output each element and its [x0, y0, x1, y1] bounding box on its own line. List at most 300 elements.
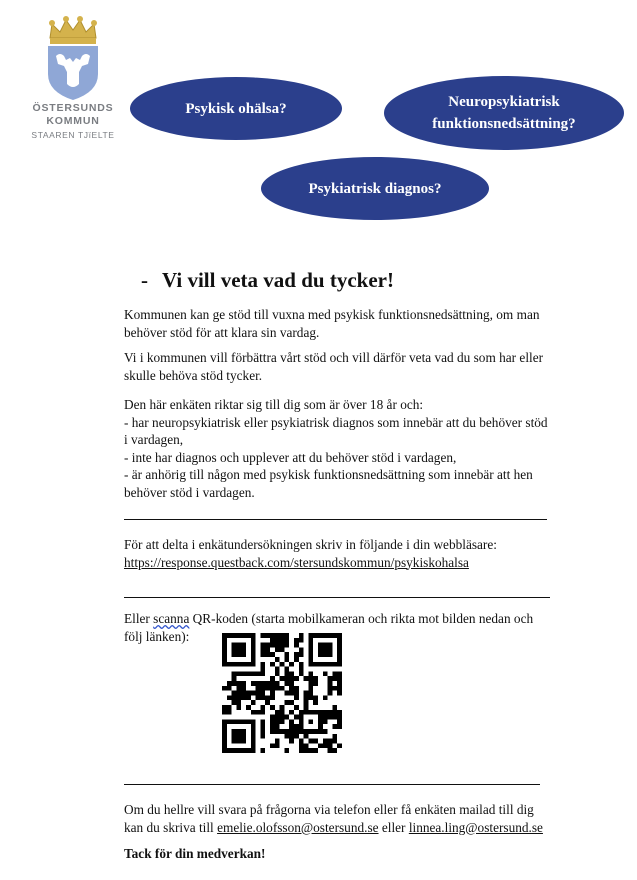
qr-module — [308, 681, 313, 686]
qr-module — [299, 671, 304, 676]
qr-module — [308, 671, 313, 676]
qr-module — [337, 633, 342, 638]
qr-module — [236, 729, 241, 734]
qr-module — [308, 719, 313, 724]
qr-module — [299, 662, 304, 667]
qr-module — [318, 662, 323, 667]
qr-module — [251, 739, 256, 744]
qr-module — [246, 691, 251, 696]
qr-module — [328, 662, 333, 667]
qr-module — [308, 638, 313, 643]
qr-module — [275, 657, 280, 662]
qr-module — [294, 652, 299, 657]
qr-module — [241, 748, 246, 753]
qr-module — [227, 662, 232, 667]
qr-module — [328, 652, 333, 657]
qr-module — [313, 662, 318, 667]
qr-module — [294, 691, 299, 696]
qr-module — [222, 643, 227, 648]
qr-module — [251, 647, 256, 652]
qr-module — [260, 686, 265, 691]
qr-module — [328, 643, 333, 648]
qr-module — [260, 671, 265, 676]
qr-module — [241, 662, 246, 667]
qr-module — [328, 686, 333, 691]
qr-module — [246, 748, 251, 753]
qr-module — [275, 719, 280, 724]
qr-module — [251, 729, 256, 734]
qr-module — [323, 643, 328, 648]
qr-module — [337, 743, 342, 748]
qr-module — [236, 739, 241, 744]
qr-module — [280, 686, 285, 691]
qr-module — [299, 719, 304, 724]
qr-module — [265, 700, 270, 705]
qr-module — [294, 695, 299, 700]
qr-module — [232, 633, 237, 638]
qr-module — [222, 739, 227, 744]
qr-module — [275, 681, 280, 686]
qr-module — [284, 729, 289, 734]
qr-module — [241, 671, 246, 676]
qr-module — [328, 633, 333, 638]
qr-module — [323, 715, 328, 720]
bubble-psykiatrisk-diagnos — [261, 157, 489, 220]
qr-module — [284, 715, 289, 720]
qr-module — [313, 748, 318, 753]
qr-module — [236, 719, 241, 724]
qr-module — [227, 705, 232, 710]
bubble-label: Psykisk ohälsa? — [185, 100, 287, 117]
qr-module — [294, 715, 299, 720]
qr-module — [236, 662, 241, 667]
qr-module — [323, 633, 328, 638]
qr-module — [227, 748, 232, 753]
qr-module — [313, 739, 318, 744]
qr-module — [323, 662, 328, 667]
qr-module — [232, 647, 237, 652]
qr-module — [332, 676, 337, 681]
qr-module — [222, 710, 227, 715]
qr-module — [284, 667, 289, 672]
qr-module — [332, 705, 337, 710]
qr-module — [284, 657, 289, 662]
qr-module — [251, 633, 256, 638]
qr-module — [270, 695, 275, 700]
qr-module — [241, 719, 246, 724]
qr-module — [241, 734, 246, 739]
qr-module — [236, 748, 241, 753]
qr-module — [328, 715, 333, 720]
qr-module — [222, 686, 227, 691]
qr-module — [323, 743, 328, 748]
qr-module — [246, 662, 251, 667]
qr-module — [275, 724, 280, 729]
qr-module — [270, 743, 275, 748]
qr-module — [256, 671, 261, 676]
qr-module — [270, 662, 275, 667]
qr-module — [304, 743, 309, 748]
qr-module — [323, 652, 328, 657]
qr-module — [270, 681, 275, 686]
qr-module — [337, 715, 342, 720]
qr-module — [280, 710, 285, 715]
qr-module — [241, 729, 246, 734]
qr-module — [332, 734, 337, 739]
qr-module — [323, 719, 328, 724]
qr-module — [251, 691, 256, 696]
qr-module — [236, 734, 241, 739]
qr-module — [308, 652, 313, 657]
heading-dash: - — [141, 268, 148, 292]
qr-module — [222, 719, 227, 724]
qr-module — [280, 715, 285, 720]
survey-link[interactable]: https://response.questback.com/stersundskommun/psykiskohalsa — [124, 554, 469, 570]
qr-module — [337, 638, 342, 643]
qr-module — [289, 686, 294, 691]
qr-module — [275, 667, 280, 672]
qr-module — [232, 652, 237, 657]
qr-module — [227, 719, 232, 724]
qr-module — [284, 681, 289, 686]
qr-module — [313, 633, 318, 638]
qr-module — [275, 647, 280, 652]
qr-module — [318, 633, 323, 638]
contact-paragraph — [124, 801, 554, 836]
qr-module — [270, 638, 275, 643]
qr-module — [241, 691, 246, 696]
qr-module — [318, 710, 323, 715]
qr-module — [236, 695, 241, 700]
target-intro: Den här enkäten riktar sig till dig som är över 18 år och: — [124, 397, 424, 412]
improve-paragraph: Vi i kommunen vill förbättra vårt stöd och vill därför veta vad du som har eller skulle behöva stöd tycker. — [124, 350, 544, 383]
qr-module — [251, 638, 256, 643]
qr-module — [251, 719, 256, 724]
qr-module — [222, 705, 227, 710]
qr-module — [332, 739, 337, 744]
qr-module — [260, 667, 265, 672]
qr-module — [246, 695, 251, 700]
qr-module — [299, 638, 304, 643]
contact-middle: eller — [378, 819, 409, 835]
qr-module — [236, 652, 241, 657]
qr-module — [328, 691, 333, 696]
qr-module — [294, 686, 299, 691]
qr-module — [222, 748, 227, 753]
qr-module — [299, 715, 304, 720]
qr-module — [328, 710, 333, 715]
qr-module — [236, 647, 241, 652]
logo-line-1: ÖSTERSUNDS — [32, 102, 114, 114]
qr-module — [337, 662, 342, 667]
qr-module — [304, 691, 309, 696]
qr-module — [251, 743, 256, 748]
qr-module — [246, 633, 251, 638]
qr-module — [308, 657, 313, 662]
qr-module — [289, 734, 294, 739]
qr-module — [289, 739, 294, 744]
scan-word: scanna — [153, 611, 190, 626]
qr-module — [232, 748, 237, 753]
qr-module — [299, 633, 304, 638]
qr-module — [304, 729, 309, 734]
qr-module — [318, 643, 323, 648]
qr-module — [232, 681, 237, 686]
qr-module — [227, 681, 232, 686]
qr-module — [251, 748, 256, 753]
qr-module — [270, 715, 275, 720]
bubble-psykisk-ohalsa — [130, 77, 342, 140]
qr-module — [256, 681, 261, 686]
qr-module — [222, 662, 227, 667]
qr-module — [328, 739, 333, 744]
qr-module — [313, 729, 318, 734]
qr-module — [289, 719, 294, 724]
qr-module — [275, 710, 280, 715]
qr-module — [232, 695, 237, 700]
qr-module — [241, 695, 246, 700]
qr-module — [251, 652, 256, 657]
qr-module — [318, 724, 323, 729]
qr-module — [328, 748, 333, 753]
qr-module — [260, 691, 265, 696]
qr-module — [232, 729, 237, 734]
qr-module — [246, 719, 251, 724]
qr-module — [232, 700, 237, 705]
qr-module — [313, 676, 318, 681]
logo-line-2: KOMMUN — [46, 115, 100, 127]
qr-module — [289, 729, 294, 734]
qr-text-before: Eller — [124, 611, 154, 626]
qr-module — [289, 724, 294, 729]
qr-module — [280, 662, 285, 667]
qr-module — [289, 700, 294, 705]
qr-text-after: QR-koden (starta mobilkameran och rikta mot bilden nedan och följ länken): — [124, 611, 534, 644]
qr-module — [294, 729, 299, 734]
qr-module — [222, 734, 227, 739]
divider — [124, 784, 540, 785]
qr-module — [265, 686, 270, 691]
qr-module — [304, 710, 309, 715]
qr-module — [337, 710, 342, 715]
qr-module — [251, 734, 256, 739]
qr-module — [241, 686, 246, 691]
qr-module — [323, 647, 328, 652]
qr-module — [332, 633, 337, 638]
qr-module — [222, 633, 227, 638]
bubble-label-line1: Neuropsykiatrisk — [448, 94, 560, 110]
qr-module — [332, 724, 337, 729]
qr-module — [304, 748, 309, 753]
heading-text: Vi vill veta vad du tycker! — [162, 268, 394, 292]
intro-paragraph: Kommunen kan ge stöd till vuxna med psykisk funktionsnedsättning, om man behöver stöd för att klara sin vardag. — [124, 307, 540, 340]
bubble-label: Psykiatrisk diagnos? — [308, 180, 442, 197]
qr-module — [299, 748, 304, 753]
target-item: - inte har diagnos och upplever att du behöver stöd i vardagen, — [124, 449, 457, 465]
qr-module — [260, 652, 265, 657]
qr-module — [304, 700, 309, 705]
qr-module — [270, 719, 275, 724]
qr-module — [289, 662, 294, 667]
qr-module — [328, 681, 333, 686]
qr-module — [241, 681, 246, 686]
qr-module — [232, 671, 237, 676]
logo-line-3: STAAREN TJïELTE — [31, 130, 115, 140]
qr-module — [318, 647, 323, 652]
qr-module — [332, 710, 337, 715]
qr-module — [337, 691, 342, 696]
qr-module — [308, 748, 313, 753]
qr-module — [308, 739, 313, 744]
qr-module — [256, 710, 261, 715]
survey-section — [124, 536, 554, 571]
qr-module — [313, 710, 318, 715]
qr-module — [236, 686, 241, 691]
qr-module — [251, 681, 256, 686]
qr-module — [265, 633, 270, 638]
qr-module — [222, 638, 227, 643]
qr-module — [275, 671, 280, 676]
qr-module — [236, 643, 241, 648]
qr-module — [313, 700, 318, 705]
qr-module — [294, 734, 299, 739]
qr-module — [299, 729, 304, 734]
qr-module — [313, 695, 318, 700]
qr-module — [260, 695, 265, 700]
qr-module — [289, 676, 294, 681]
qr-module — [284, 643, 289, 648]
qr-module — [337, 724, 342, 729]
qr-module — [332, 715, 337, 720]
qr-module — [270, 729, 275, 734]
qr-module — [232, 739, 237, 744]
qr-module — [236, 633, 241, 638]
qr-module — [256, 695, 261, 700]
qr-module — [299, 647, 304, 652]
qr-module — [232, 734, 237, 739]
qr-module — [294, 638, 299, 643]
qr-module — [328, 676, 333, 681]
qr-module — [318, 729, 323, 734]
target-group-paragraph — [124, 396, 554, 501]
divider — [124, 519, 547, 520]
target-item: - har neuropsykiatrisk eller psykiatrisk diagnos som innebär att du behöver stöd i vardagen, — [124, 414, 548, 447]
qr-module — [308, 686, 313, 691]
qr-module — [318, 715, 323, 720]
qr-module — [337, 681, 342, 686]
qr-module — [251, 657, 256, 662]
qr-code[interactable] — [222, 633, 342, 753]
qr-module — [275, 633, 280, 638]
qr-module — [270, 643, 275, 648]
qr-module — [256, 686, 261, 691]
qr-module — [289, 710, 294, 715]
qr-module — [280, 643, 285, 648]
qr-module — [222, 729, 227, 734]
qr-module — [241, 739, 246, 744]
qr-module — [280, 676, 285, 681]
divider — [124, 597, 550, 598]
qr-module — [222, 657, 227, 662]
target-item: - är anhörig till någon med psykisk funktionsnedsättning som innebär att hen behöver stöd i vardagen. — [124, 467, 533, 500]
qr-module — [337, 671, 342, 676]
qr-module — [294, 676, 299, 681]
contact-text: Om du hellre vill svara på frågorna via telefon eller få enkäten mailad till dig kan du skriva till — [124, 802, 534, 835]
qr-module — [328, 743, 333, 748]
qr-module — [337, 647, 342, 652]
qr-module — [304, 734, 309, 739]
qr-module — [222, 724, 227, 729]
qr-module — [260, 719, 265, 724]
qr-module — [284, 691, 289, 696]
qr-module — [260, 662, 265, 667]
bubble-label-line2: funktionsnedsättning? — [432, 116, 576, 132]
qr-module — [299, 652, 304, 657]
email-link-1[interactable]: emelie.olofsson@ostersund.se — [217, 819, 379, 835]
qr-module — [222, 743, 227, 748]
qr-module — [328, 647, 333, 652]
qr-module — [323, 729, 328, 734]
qr-module — [270, 724, 275, 729]
qr-module — [323, 739, 328, 744]
qr-module — [265, 681, 270, 686]
qr-module — [270, 633, 275, 638]
qr-module — [260, 643, 265, 648]
qr-module — [318, 743, 323, 748]
thanks-text: Tack för din medverkan! — [124, 846, 266, 861]
qr-module — [284, 671, 289, 676]
qr-module — [284, 748, 289, 753]
qr-module — [289, 671, 294, 676]
qr-module — [236, 671, 241, 676]
qr-module — [332, 748, 337, 753]
qr-module — [222, 652, 227, 657]
qr-module — [280, 633, 285, 638]
qr-module — [270, 686, 275, 691]
qr-module — [260, 633, 265, 638]
qr-module — [299, 743, 304, 748]
email-link-2[interactable]: linnea.ling@ostersund.se — [408, 819, 543, 835]
qr-module — [227, 686, 232, 691]
qr-module — [294, 724, 299, 729]
qr-module — [241, 633, 246, 638]
qr-module — [337, 657, 342, 662]
qr-module — [227, 695, 232, 700]
qr-module — [308, 676, 313, 681]
qr-module — [265, 647, 270, 652]
qr-module — [280, 705, 285, 710]
qr-module — [284, 638, 289, 643]
qr-module — [318, 719, 323, 724]
qr-module — [280, 729, 285, 734]
qr-module — [241, 652, 246, 657]
qr-module — [227, 710, 232, 715]
qr-module — [299, 667, 304, 672]
qr-module — [251, 710, 256, 715]
qr-module — [270, 705, 275, 710]
qr-module — [241, 643, 246, 648]
qr-module — [284, 734, 289, 739]
qr-module — [323, 710, 328, 715]
qr-module — [251, 643, 256, 648]
qr-module — [299, 710, 304, 715]
qr-module — [304, 705, 309, 710]
qr-module — [308, 691, 313, 696]
qr-module — [299, 739, 304, 744]
qr-module — [284, 633, 289, 638]
qr-module — [308, 695, 313, 700]
qr-module — [275, 686, 280, 691]
